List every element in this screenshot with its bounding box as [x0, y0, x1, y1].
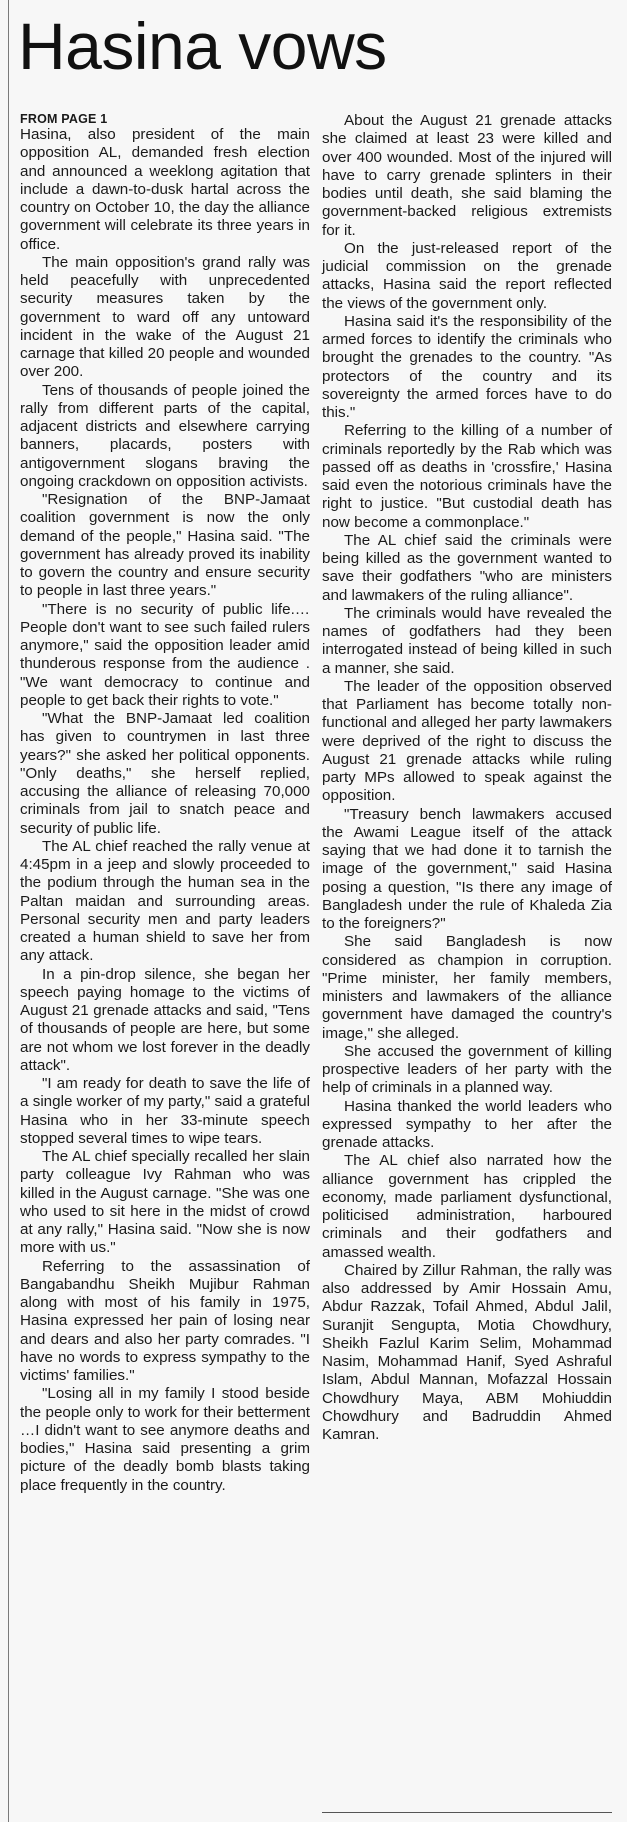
paragraph: Tens of thousands of people joined the rally from different parts of the capital, adjacent districts and elsewhere carrying banners, placards, posters with antigovernment slogans braving the ongoing crackdown on opposition activists.: [20, 381, 310, 490]
kicker: FROM PAGE 1: [20, 112, 108, 126]
paragraph: Hasina, also president of the main opposition AL, demanded fresh election and announced a weeklong agitation that include a dawn-to-dusk hartal across the country on October 10, the day the alliance government will celebrate its three years in office.: [20, 126, 310, 253]
paragraph: She said Bangladesh is now considered as champion in corruption. "Prime minister, her family members, ministers and lawmakers of the alliance government have damaged the country's image," she alleged.: [322, 933, 612, 1042]
paragraph: "What the BNP-Jamaat led coalition has given to countrymen in last three years?" she asked her political opponents. "Only deaths," she herself replied, accusing the alliance of releasing 70,000 criminals from jail to snatch peace and security of public life.: [20, 710, 310, 837]
paragraph: Chaired by Zillur Rahman, the rally was also addressed by Amir Hossain Amu, Abdur Razzak, Tofail Ahmed, Abdul Jalil, Suranjit Sengupta, Motia Chowdhury, Sheikh Fazlul Karim Selim, Mohammad Nasim, Mohammad Hanif, Syed Ashraful Islam, Abdul Mannan, Mofazzal Hossain Chowdhury Maya, ABM Mohiuddin Chowdhury and Badruddin Ahmed Kamran.: [322, 1261, 612, 1443]
paragraph: She accused the government of killing prospective leaders of her party with the help of criminals in a planned way.: [322, 1042, 612, 1097]
end-rule: [322, 1812, 612, 1813]
paragraph: Referring to the killing of a number of criminals reportedly by the Rab which was passed off as deaths in 'crossfire,' Hasina said even the notorious criminals have the right to justice. "But custodial death has now become a commonplace.": [322, 422, 612, 531]
paragraph: The criminals would have revealed the names of godfathers had they been interrogated instead of being killed in such a manner, she said.: [322, 604, 612, 677]
paragraph: On the just-released report of the judicial commission on the grenade attacks, Hasina said the report reflected the views of the government only.: [322, 239, 612, 312]
article-column-2: [322, 112, 612, 1444]
headline: Hasina vows: [18, 9, 387, 83]
paragraph: The AL chief specially recalled her slain party colleague Ivy Rahman who was killed in the August carnage. "She was one who used to sit here in the midst of crowd at any rally," Hasina said. "Now she is now more with us.": [20, 1148, 310, 1257]
paragraph: In a pin-drop silence, she began her speech paying homage to the victims of August 21 grenade attacks and said, "Tens of thousands of people are here, but some are not whom we lost forever in the deadly attack".: [20, 965, 310, 1074]
paragraph: "Treasury bench lawmakers accused the Awami League itself of the attack saying that we had done it to tarnish the image of the government," said Hasina posing a question, "Is there any image of Bangladesh under the rule of Khaleda Zia to the foreigners?": [322, 805, 612, 932]
article-column-1: [20, 112, 310, 1495]
paragraph: The main opposition's grand rally was held peacefully with unprecedented security measures taken by the government to ward off any untoward incident in the wake of the August 21 carnage that killed 20 people and wounded over 200.: [20, 253, 310, 381]
paragraph: About the August 21 grenade attacks she claimed at least 23 were killed and over 400 wounded. Most of the injured will have to carry grenade splinters in their bodies until death, she said blaming the government-backed religious extremists for it.: [322, 112, 612, 239]
paragraph: The leader of the opposition observed that Parliament has become totally non-functional and alleged her party lawmakers were deprived of the right to discuss the August 21 grenade attacks while ruling party MPs allowed to speak against the opposition.: [322, 677, 612, 805]
paragraph: Referring to the assassination of Bangabandhu Sheikh Mujibur Rahman along with most of his family in 1975, Hasina expressed her pain of losing near and dears and also her party comrades. "I have no words to express sympathy to the victims' families.": [20, 1257, 310, 1384]
paragraph: The AL chief also narrated how the alliance government has crippled the economy, made parliament dysfunctional, politicised administration, harboured criminals and their godfathers and amassed wealth.: [322, 1152, 612, 1261]
paragraph: The AL chief said the criminals were being killed as the government wanted to save their godfathers "who are ministers and lawmakers of the ruling alliance".: [322, 531, 612, 604]
paragraph: "I am ready for death to save the life of a single worker of my party," said a grateful Hasina who in her 33-minute speech stopped several times to wipe tears.: [20, 1075, 310, 1147]
paragraph: The AL chief reached the rally venue at 4:45pm in a jeep and slowly proceeded to the podium through the human sea in the Paltan maidan and surrounding areas. Personal security men and party leaders created a human shield to save her from any attack.: [20, 837, 310, 965]
paragraph: Hasina thanked the world leaders who expressed sympathy to her after the grenade attacks.: [322, 1097, 612, 1151]
paragraph: Hasina said it's the responsibility of the armed forces to identify the criminals who brought the grenades to the country. "As protectors of the country and its sovereignty the armed forces have to do this.": [322, 312, 612, 421]
column-rule: [8, 0, 9, 1822]
paragraph: "Resignation of the BNP-Jamaat coalition government is now the only demand of the people," Hasina said. "The government has already proved its inability to govern the country and ensure security to people in last three years.": [20, 491, 310, 600]
paragraph: "Losing all in my family I stood beside the people only to work for their betterment …I didn't want to see anymore deaths and bodies," Hasina said presenting a grim picture of the deadly bomb blasts taking place frequently in the country.: [20, 1385, 310, 1494]
paragraph: "There is no security of public life.…People don't want to see such failed rulers anymore," said the opposition leader amid thunderous response from the audience . "We want democracy to continue and people to get back their rights to vote.": [20, 600, 310, 709]
